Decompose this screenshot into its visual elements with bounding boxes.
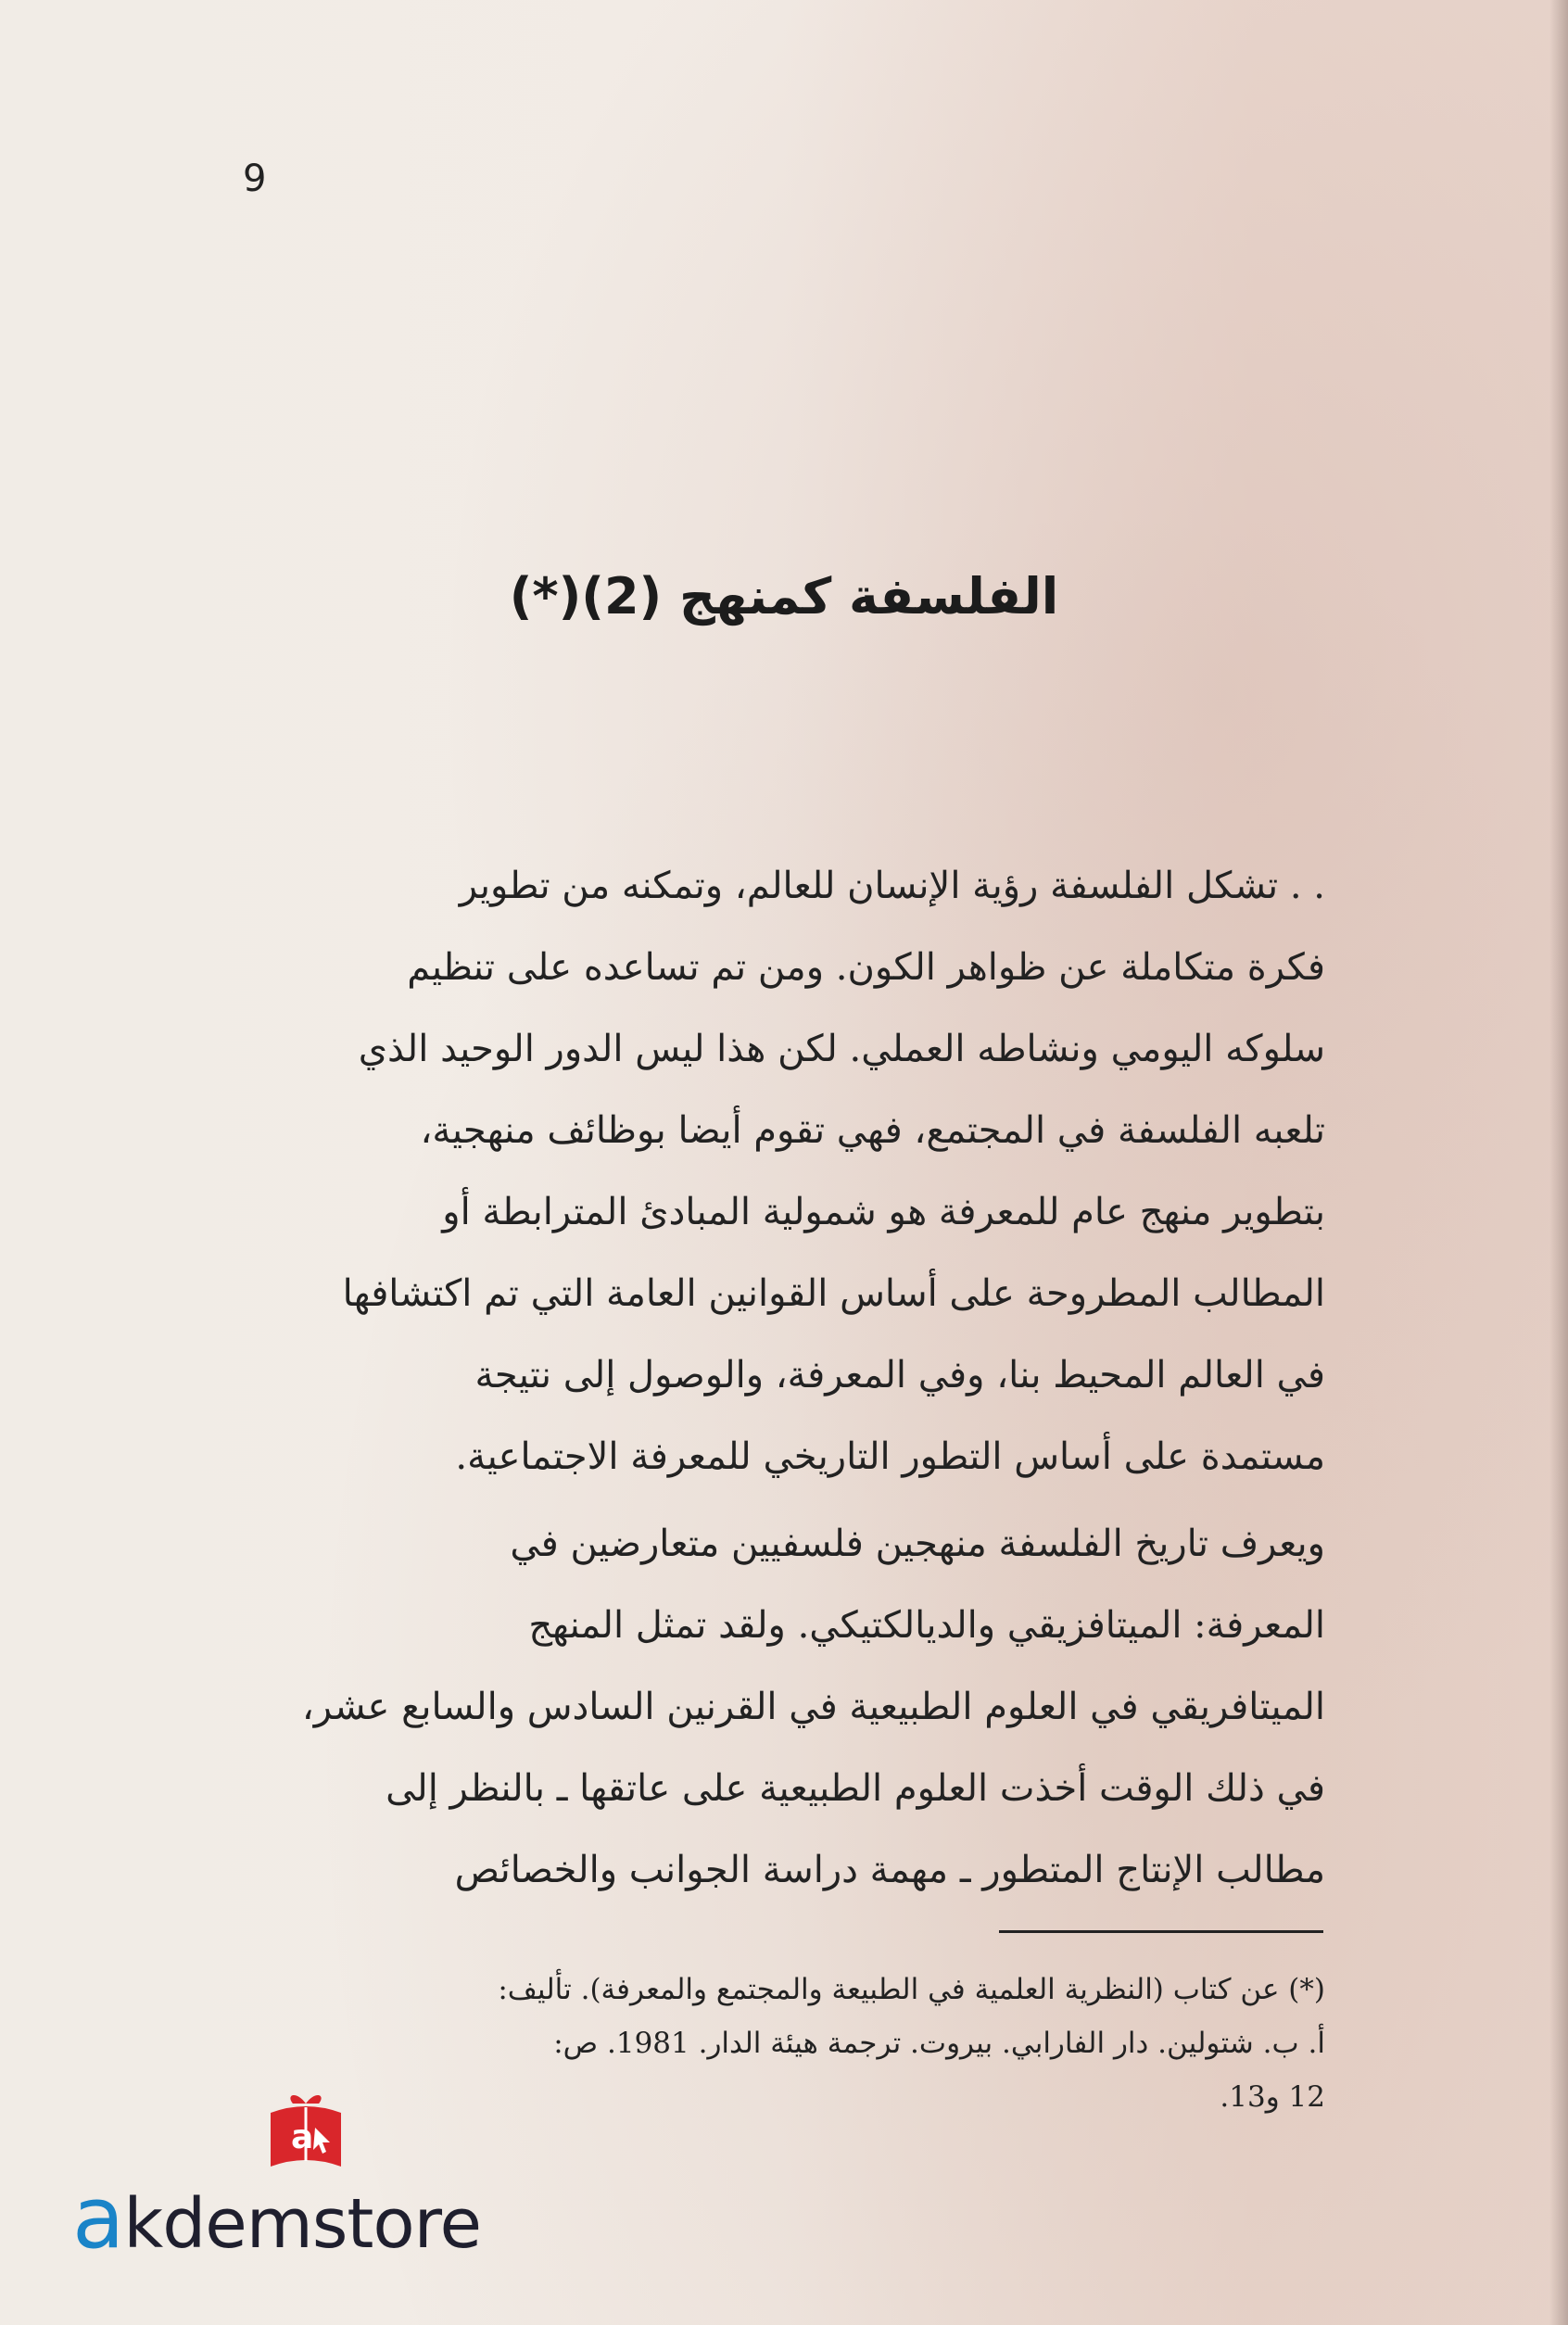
svg-text:a: a <box>291 2118 314 2156</box>
paragraph-1: . . تشكل الفلسفة رؤية الإنسان للعالم، وتمكنه من تطوير فكرة متكاملة عن ظواهر الكون. ومن تم تساعده على تنظيم سلوكه اليومي ونشاطه العملي. لكن هذا ليس الدور الوحيد الذي تلعبه الفلسفة في المجتمع، فهي تقوم أيضا بوظائف منهجية، بتطوير منهج عام للمعرفة هو شمولية المبادئ المترابطة أو المطالب المطروحة على أساس القوانين العامة التي تم اكتشافها في العالم المحيط بنا، وفي المعرفة، والوصول إلى نتيجة مستمدة على أساس التطور التاريخي للمعرفة الاجتماعية. <box>342 865 1325 1478</box>
chapter-title: الفلسفة كمنهج (2)(*) <box>509 567 1059 625</box>
book-gift-icon <box>265 2087 347 2174</box>
brand-name: kdemstore <box>123 2184 481 2264</box>
store-watermark <box>72 2168 573 2268</box>
footnote-separator <box>999 1930 1323 1933</box>
page-number: 9 <box>243 158 267 200</box>
brand-letter-a: a <box>72 2168 124 2268</box>
paragraph-2: ويعرف تاريخ الفلسفة منهجين فلسفيين متعارضين في المعرفة: الميتافزيقي والديالكتيكي. ولقد تمثل المنهج الميتافريقي في العلوم الطبيعية في القرنين السادس والسابع عشر، في ذلك الوقت أخذت العلوم الطبيعية على عاتقها ـ بالنظر إلى مطالب الإنتاج المتطور ـ مهمة دراسة الجوانب والخصائص <box>301 1523 1325 1891</box>
footnote: (*) عن كتاب (النظرية العلمية في الطبيعة والمجتمع والمعرفة). تأليف: أ. ب. شتولين. دار الفارابي. بيروت. ترجمة هيئة الدار. 1981. ص: 12 و13. <box>498 1973 1325 2114</box>
